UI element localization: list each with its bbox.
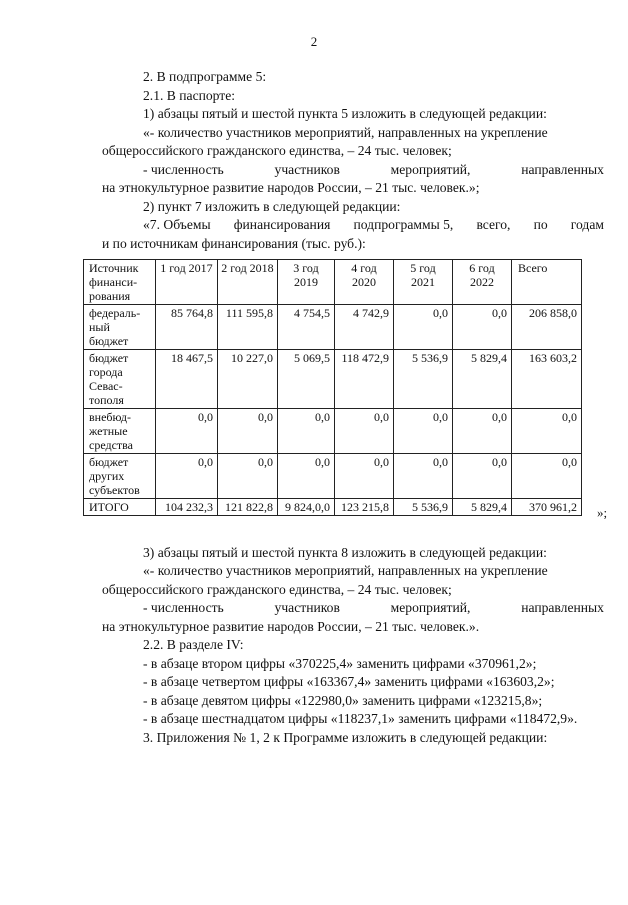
table-cell: 121 822,8: [218, 499, 278, 516]
table-cell: 0,0: [156, 454, 218, 499]
table-cell: 5 536,9: [394, 350, 453, 409]
word: - численность: [143, 162, 224, 177]
table-cell: 0,0: [394, 409, 453, 454]
paragraph-quote-line-4: на этнокультурное развитие народов России, – 21 тыс. человек.»;: [102, 180, 480, 195]
word: всего,: [476, 217, 511, 232]
word: «7. Объемы: [143, 217, 211, 232]
paragraph-appendices: 3. Приложения № 1, 2 к Программе изложить в следующей редакции:: [143, 730, 548, 745]
table-row: [84, 305, 582, 350]
table-cell: 111 595,8: [218, 305, 278, 350]
table-cell: 4 742,9: [335, 305, 394, 350]
header-cell: Источник финанси-рования: [84, 260, 156, 305]
table-cell: 5 536,9: [394, 499, 453, 516]
table-cell: 104 232,3: [156, 499, 218, 516]
table-cell: 10 227,0: [218, 350, 278, 409]
table-cell: 0,0: [453, 454, 512, 499]
table-cell: 0,0: [453, 409, 512, 454]
header-cell: Всего: [512, 260, 582, 305]
table-cell: 118 472,9: [335, 350, 394, 409]
word: мероприятий,: [390, 162, 471, 177]
table-total-row: [84, 499, 582, 516]
row-label: бюджет города Севас-тополя: [84, 350, 156, 409]
financing-table: [83, 259, 582, 516]
table-cell: 5 829,4: [453, 499, 512, 516]
paragraph-quote-line-2: общероссийского гражданского единства, – 24 тыс. человек;: [102, 143, 452, 158]
paragraph-item-1: 1) абзацы пятый и шестой пункта 5 изложить в следующей редакции:: [143, 106, 547, 121]
word: годам: [570, 217, 604, 232]
paragraph-replace-1: - в абзаце втором цифры «370225,4» заменить цифрами «370961,2»;: [143, 656, 537, 671]
word: подпрограммы 5,: [353, 217, 454, 232]
table-cell: 0,0: [278, 409, 335, 454]
table-header-row: [84, 260, 582, 305]
table-cell: 370 961,2: [512, 499, 582, 516]
paragraph-replace-3: - в абзаце девятом цифры «122980,0» заменить цифрами «123215,8»;: [143, 693, 543, 708]
header-cell: 6 год 2022: [453, 260, 512, 305]
paragraph-justified-2: [143, 216, 604, 234]
table-cell: 0,0: [156, 409, 218, 454]
page-number: 2: [310, 34, 318, 49]
word: мероприятий,: [390, 600, 471, 615]
header-cell: 4 год 2020: [335, 260, 394, 305]
paragraph-quote-line-6: общероссийского гражданского единства, – 24 тыс. человек;: [102, 582, 452, 597]
word: по: [533, 217, 548, 232]
paragraph-quote-line-1: «- количество участников мероприятий, направленных на укрепление: [143, 125, 548, 140]
paragraph-passport: 2.1. В паспорте:: [143, 88, 236, 103]
paragraph-replace-4: - в абзаце шестнадцатом цифры «118237,1» заменить цифрами «118472,9».: [143, 711, 578, 726]
table-cell: 206 858,0: [512, 305, 582, 350]
table-row: [84, 350, 582, 409]
table-cell: 0,0: [453, 305, 512, 350]
paragraph-item-2: 2) пункт 7 изложить в следующей редакции:: [143, 199, 401, 214]
table-cell: 85 764,8: [156, 305, 218, 350]
paragraph-subprogram-5: 2. В подпрограмме 5:: [143, 69, 267, 84]
paragraph-justified-1: [143, 161, 604, 179]
paragraph-justified-3: [143, 599, 604, 617]
table-cell: 0,0: [512, 454, 582, 499]
header-cell: 5 год 2021: [394, 260, 453, 305]
table-closing-quote: »;: [597, 505, 608, 520]
table-cell: 0,0: [218, 409, 278, 454]
table-row: [84, 409, 582, 454]
table-cell: 0,0: [512, 409, 582, 454]
table-cell: 0,0: [335, 454, 394, 499]
word: - численность: [143, 600, 224, 615]
paragraph-quote-line-8: на этнокультурное развитие народов России, – 21 тыс. человек.».: [102, 619, 480, 634]
table-cell: 4 754,5: [278, 305, 335, 350]
header-cell: 2 год 2018: [218, 260, 278, 305]
table-cell: 123 215,8: [335, 499, 394, 516]
table-cell: 0,0: [394, 305, 453, 350]
word: направленных: [521, 600, 604, 615]
row-label: внебюд-жетные средства: [84, 409, 156, 454]
word: финансирования: [233, 217, 331, 232]
table-row: [84, 454, 582, 499]
word: участников: [274, 162, 340, 177]
paragraph-quote-line-5: «- количество участников мероприятий, направленных на укрепление: [143, 563, 548, 578]
table-cell: 18 467,5: [156, 350, 218, 409]
table-cell: 9 824,0,0: [278, 499, 335, 516]
table-cell: 5 069,5: [278, 350, 335, 409]
row-label: федераль-ный бюджет: [84, 305, 156, 350]
table-cell: 163 603,2: [512, 350, 582, 409]
row-label: ИТОГО: [84, 499, 156, 516]
table-cell: 0,0: [335, 409, 394, 454]
paragraph-replace-2: - в абзаце четвертом цифры «163367,4» заменить цифрами «163603,2»;: [143, 674, 555, 689]
word: участников: [274, 600, 340, 615]
paragraph-section-iv: 2.2. В разделе IV:: [143, 637, 244, 652]
table-cell: 5 829,4: [453, 350, 512, 409]
word: направленных: [521, 162, 604, 177]
paragraph-financing-sources: и по источникам финансирования (тыс. руб.):: [102, 236, 366, 251]
row-label: бюджет других субъектов: [84, 454, 156, 499]
table-cell: 0,0: [278, 454, 335, 499]
table-cell: 0,0: [218, 454, 278, 499]
header-cell: 3 год 2019: [278, 260, 335, 305]
header-cell: 1 год 2017: [156, 260, 218, 305]
table-cell: 0,0: [394, 454, 453, 499]
paragraph-item-3: 3) абзацы пятый и шестой пункта 8 изложить в следующей редакции:: [143, 545, 547, 560]
